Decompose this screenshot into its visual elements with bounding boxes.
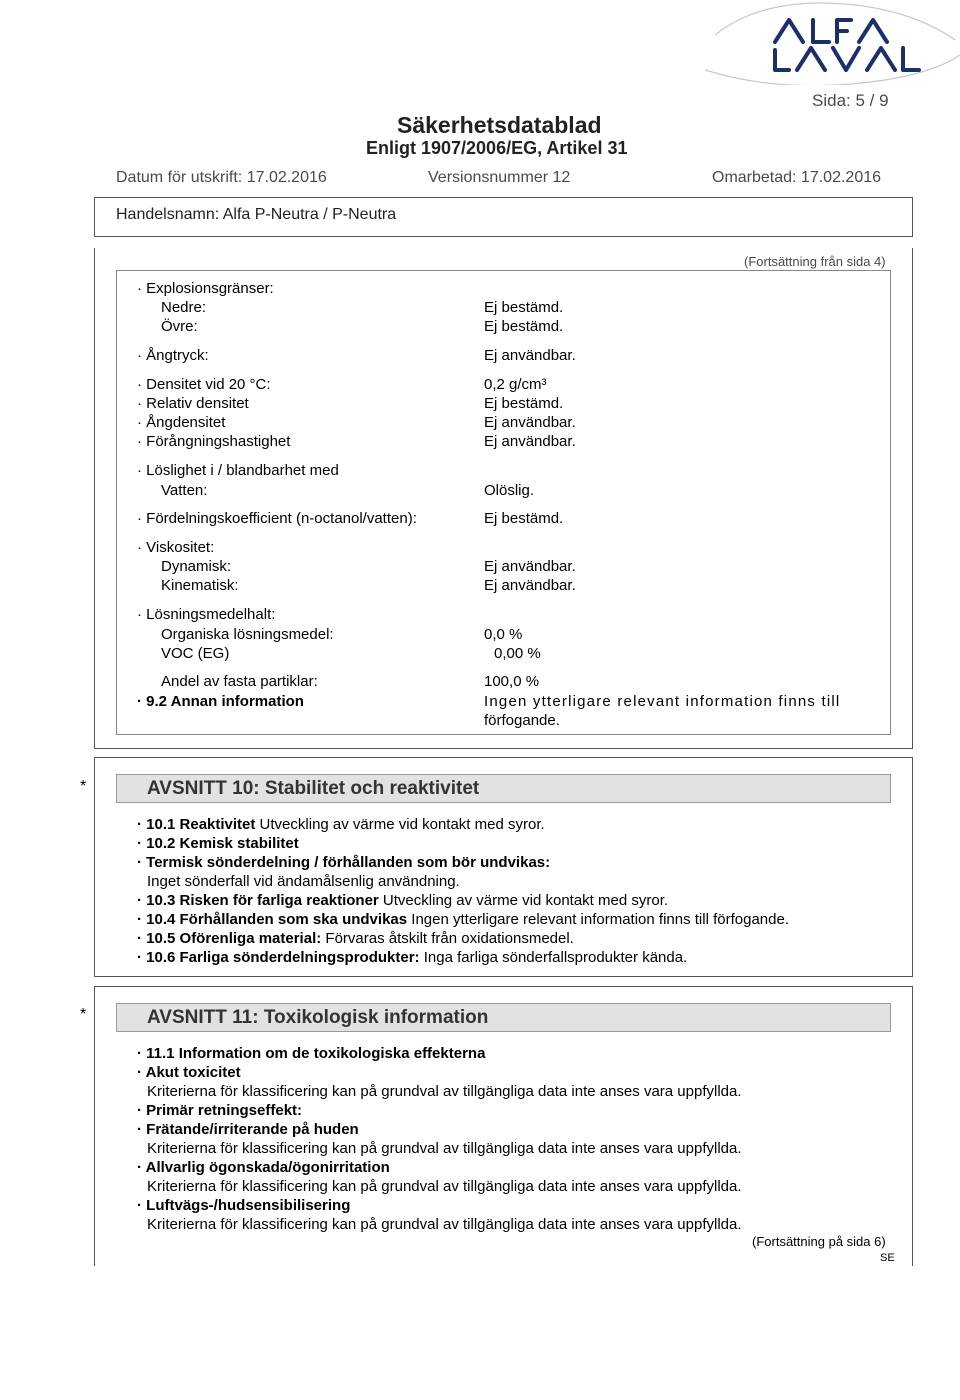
section-9-box <box>116 270 891 735</box>
evaporation-rate-value: Ej användbar. <box>484 433 576 450</box>
voc-label: VOC (EG) <box>161 645 230 662</box>
sensitisation-value: Kriterierna för klassificering kan på grundval av tillgängliga data inte anses vara uppfyllda. <box>147 1216 742 1233</box>
page-number: Sida: 5 / 9 <box>812 91 889 110</box>
revision-star: * <box>80 1006 87 1023</box>
language-code: SE <box>880 1252 895 1264</box>
solvent-content-label: · Lösningsmedelhalt: <box>137 606 276 623</box>
primary-irritation-label: · Primär retningseffekt: <box>137 1102 303 1119</box>
print-date: Datum för utskrift: 17.02.2016 <box>116 169 327 186</box>
dynamic-viscosity-value: Ej användbar. <box>484 558 576 575</box>
skin-corrosion-label: · Frätande/irriterande på huden <box>137 1121 359 1138</box>
viscosity-label: · Viskositet: <box>137 539 215 556</box>
voc-value: 0,00 % <box>494 645 541 662</box>
incompatible-materials-line: · 10.5 Oförenliga material: Förvaras åtskilt från oxidationsmedel. <box>137 930 574 947</box>
vapour-density-value: Ej användbar. <box>484 414 576 431</box>
explosion-limits-label: · Explosionsgränser: <box>137 280 274 297</box>
solids-content-value: 100,0 % <box>484 673 540 690</box>
density-value: 0,2 g/cm³ <box>484 376 547 393</box>
revision-star: * <box>80 778 87 795</box>
document-subtitle: Enligt 1907/2006/EG, Artikel 31 <box>366 138 628 158</box>
partition-coefficient-label: · Fördelningskoefficient (n-octanol/vatten): <box>137 510 417 527</box>
eye-damage-label: · Allvarlig ögonskada/ögonirritation <box>137 1159 390 1176</box>
other-information-label: · 9.2 Annan information <box>137 693 304 710</box>
solubility-label: · Löslighet i / blandbarhet med <box>137 462 339 479</box>
version-number: Versionsnummer 12 <box>428 169 571 186</box>
continued-from: (Fortsättning från sida 4) <box>744 254 886 269</box>
alfa-laval-logo <box>705 0 960 85</box>
skin-corrosion-value: Kriterierna för klassificering kan på grundval av tillgängliga data inte anses vara uppfyllda. <box>147 1140 742 1157</box>
water-value: Olöslig. <box>484 482 535 499</box>
conditions-to-avoid-line: · 10.4 Förhållanden som ska undvikas Ingen ytterligare relevant information finns till förfogande. <box>137 911 789 928</box>
upper-limit-label: Övre: <box>161 318 198 335</box>
eye-damage-value: Kriterierna för klassificering kan på grundval av tillgängliga data inte anses vara uppfyllda. <box>147 1178 742 1195</box>
relative-density-label: · Relativ densitet <box>137 395 249 412</box>
hazardous-reactions-line: · 10.3 Risken för farliga reaktioner Utveckling av värme vid kontakt med syror. <box>137 892 669 909</box>
sensitisation-label: · Luftvägs-/hudsensibilisering <box>137 1197 351 1214</box>
water-label: Vatten: <box>161 482 208 499</box>
thermal-decomposition-value: Inget sönderfall vid ändamålsenlig användning. <box>147 873 460 890</box>
decomposition-products-line: · 10.6 Farliga sönderdelningsprodukter: Inga farliga sönderfallsprodukter kända. <box>137 949 688 966</box>
acute-toxicity-label: · Akut toxicitet <box>137 1064 241 1081</box>
document-title: Säkerhetsdatablad <box>397 112 602 138</box>
section-10-heading: AVSNITT 10: Stabilitet och reaktivitet <box>116 774 891 803</box>
lower-limit-value: Ej bestämd. <box>484 299 564 316</box>
kinematic-viscosity-label: Kinematisk: <box>161 577 239 594</box>
vapour-pressure-label: · Ångtryck: <box>137 347 209 364</box>
partition-coefficient-value: Ej bestämd. <box>484 510 564 527</box>
relative-density-value: Ej bestämd. <box>484 395 564 412</box>
section-11-heading: AVSNITT 11: Toxikologisk information <box>116 1003 891 1032</box>
other-information-value: Ingen ytterligare relevant information finns till <box>484 693 841 710</box>
vapour-density-label: · Ångdensitet <box>137 414 226 431</box>
evaporation-rate-label: · Förångningshastighet <box>137 433 291 450</box>
continued-to: (Fortsättning på sida 6) <box>752 1234 886 1249</box>
other-information-value-cont: förfogande. <box>484 712 560 729</box>
acute-toxicity-value: Kriterierna för klassificering kan på grundval av tillgängliga data inte anses vara uppfyllda. <box>147 1083 742 1100</box>
vapour-pressure-value: Ej användbar. <box>484 347 576 364</box>
solids-content-label: Andel av fasta partiklar: <box>161 673 318 690</box>
reactivity-line: · 10.1 Reaktivitet Utveckling av värme vid kontakt med syror. <box>137 816 545 833</box>
lower-limit-label: Nedre: <box>161 299 207 316</box>
upper-limit-value: Ej bestämd. <box>484 318 564 335</box>
organic-solvents-value: 0,0 % <box>484 626 523 643</box>
revised-date: Omarbetad: 17.02.2016 <box>712 169 882 186</box>
organic-solvents-label: Organiska lösningsmedel: <box>161 626 334 643</box>
trade-name: Handelsnamn: Alfa P-Neutra / P-Neutra <box>116 206 397 223</box>
chemical-stability-line: · 10.2 Kemisk stabilitet <box>137 835 299 852</box>
kinematic-viscosity-value: Ej användbar. <box>484 577 576 594</box>
dynamic-viscosity-label: Dynamisk: <box>161 558 232 575</box>
thermal-decomposition-label: · Termisk sönderdelning / förhållanden som bör undvikas: <box>137 854 551 871</box>
toxicological-effects-label: · 11.1 Information om de toxikologiska effekterna <box>137 1045 486 1062</box>
density-label: · Densitet vid 20 °C: <box>137 376 271 393</box>
